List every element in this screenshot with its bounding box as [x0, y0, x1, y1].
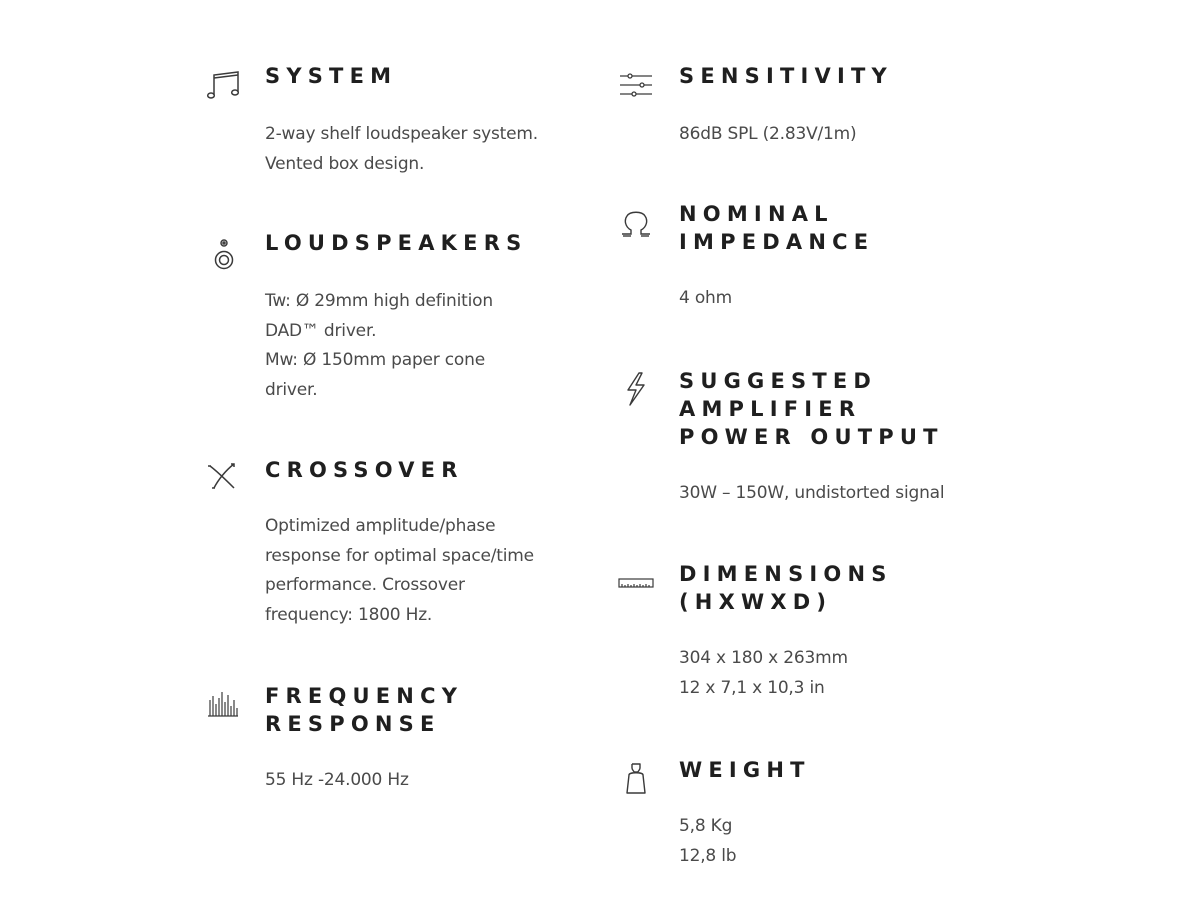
weight-icon — [618, 760, 654, 796]
spec-amplifier-power-output — [618, 367, 1038, 517]
spec-loudspeakers — [204, 229, 604, 409]
spec-weight — [618, 756, 1038, 876]
equalizer-bars-icon — [204, 686, 240, 722]
spec-description: 2-way shelf loudspeaker system. Vented box design. — [265, 124, 538, 174]
sliders-icon — [618, 66, 654, 102]
lightning-icon — [618, 371, 654, 407]
spec-title: SENSITIVITY — [679, 64, 893, 88]
music-note-icon — [204, 66, 240, 102]
speaker-icon — [204, 234, 240, 270]
spec-sensitivity — [618, 62, 1038, 162]
ruler-icon — [618, 564, 654, 600]
spec-title: CROSSOVER — [265, 458, 464, 482]
spec-description: 5,8 Kg 12,8 lb — [679, 816, 737, 866]
spec-title: SYSTEM — [265, 64, 398, 88]
spec-title: SUGGESTED AMPLIFIER POWER OUTPUT — [679, 369, 944, 449]
spec-title: DIMENSIONS (HXWXD) — [679, 562, 893, 614]
spec-nominal-impedance — [618, 200, 1038, 320]
spec-title: NOMINAL IMPEDANCE — [679, 202, 875, 254]
spec-title: LOUDSPEAKERS — [265, 231, 528, 255]
spec-title: WEIGHT — [679, 758, 811, 782]
spec-description: 304 x 180 x 263mm 12 x 7,1 x 10,3 in — [679, 648, 848, 698]
spec-description: 55 Hz -24.000 Hz — [265, 770, 409, 790]
spec-description: 30W – 150W, undistorted signal — [679, 483, 945, 503]
spec-description: Optimized amplitude/phase response for optimal space/time performance. Crossover frequency: 1800 Hz. — [265, 516, 534, 625]
omega-icon — [618, 204, 654, 240]
spec-crossover — [204, 456, 604, 636]
spec-system — [204, 62, 604, 192]
spec-frequency-response — [204, 682, 604, 812]
crossover-icon — [204, 458, 240, 494]
spec-description: Tw: Ø 29mm high definition DAD™ driver. Mw: Ø 150mm paper cone driver. — [265, 291, 493, 400]
spec-title: FREQUENCY RESPONSE — [265, 684, 464, 736]
spec-description: 4 ohm — [679, 288, 732, 308]
spec-dimensions — [618, 560, 1038, 710]
spec-description: 86dB SPL (2.83V/1m) — [679, 124, 857, 144]
